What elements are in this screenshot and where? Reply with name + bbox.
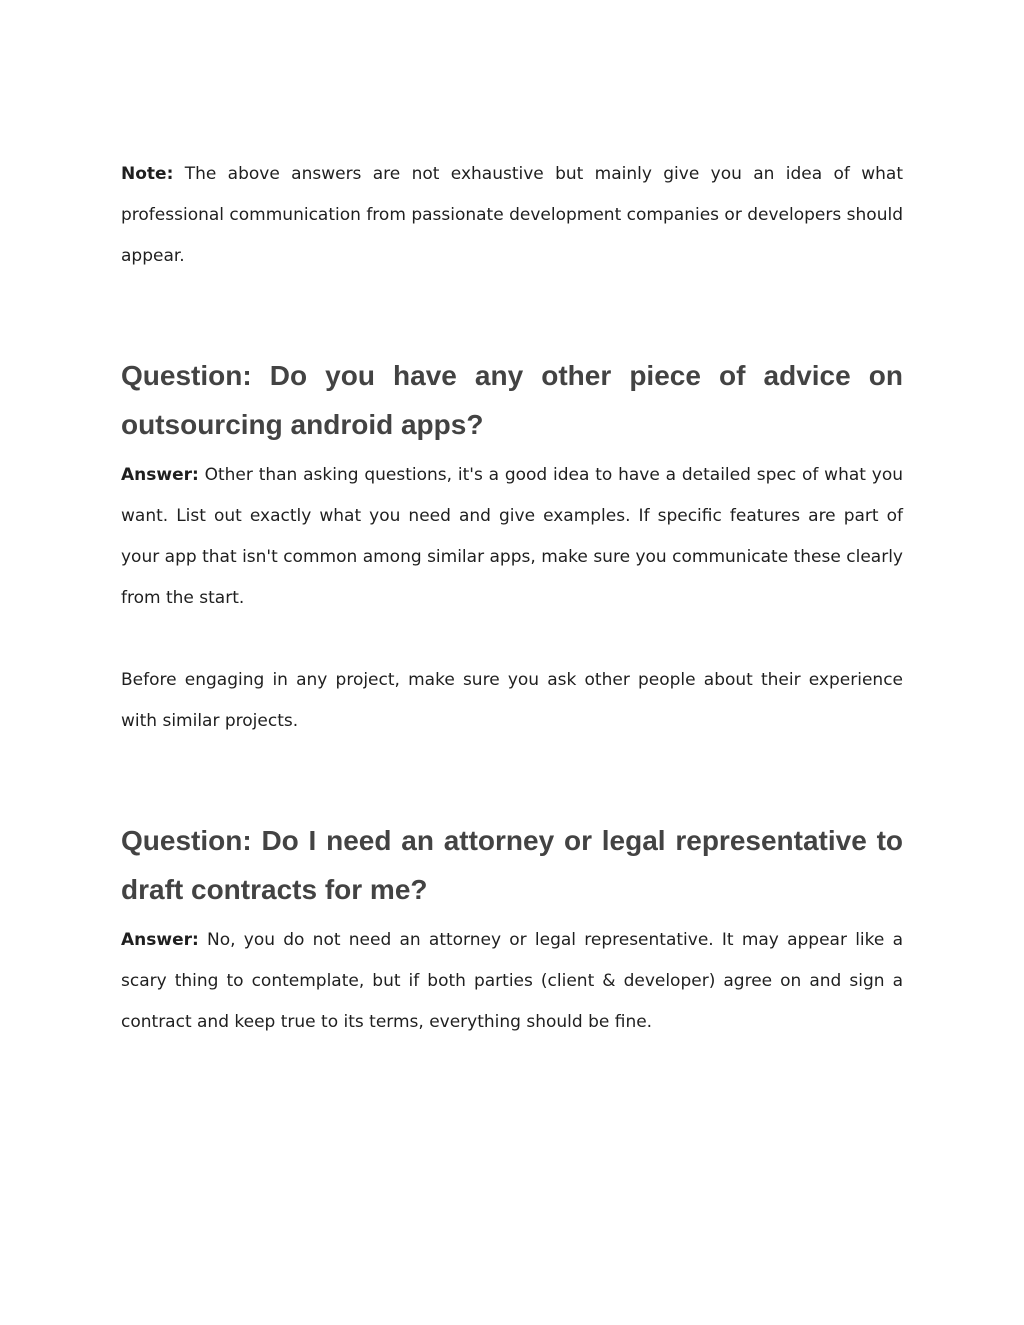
answer-label: Answer: [121, 930, 199, 950]
answer-paragraph [121, 455, 903, 619]
answer-label: Answer: [121, 465, 199, 485]
question-heading: Question: Do I need an attorney or legal representative to draft contracts for me? [121, 825, 903, 905]
answer-paragraph [121, 920, 903, 1043]
extra-paragraph: Before engaging in any project, make sure you ask other people about their experience with similar projects. [121, 670, 903, 731]
question-heading: Question: Do you have any other piece of advice on outsourcing android apps? [121, 360, 903, 440]
answer-text: Other than asking questions, it's a good idea to have a detailed spec of what you want. List out exactly what you need and give examples. If specific features are part of your app that isn't common among similar apps, make sure you communicate these clearly from the start. [121, 465, 903, 608]
note-label: Note: [121, 164, 174, 184]
note-paragraph [121, 154, 903, 277]
answer-text: No, you do not need an attorney or legal representative. It may appear like a scary thing to contemplate, but if both parties (client & developer) agree on and sign a contract and keep true to its terms, everything should be fine. [121, 930, 903, 1032]
document-page [121, 154, 903, 1043]
note-text: The above answers are not exhaustive but mainly give you an idea of what professional communication from passionate development companies or developers should appear. [121, 164, 903, 266]
